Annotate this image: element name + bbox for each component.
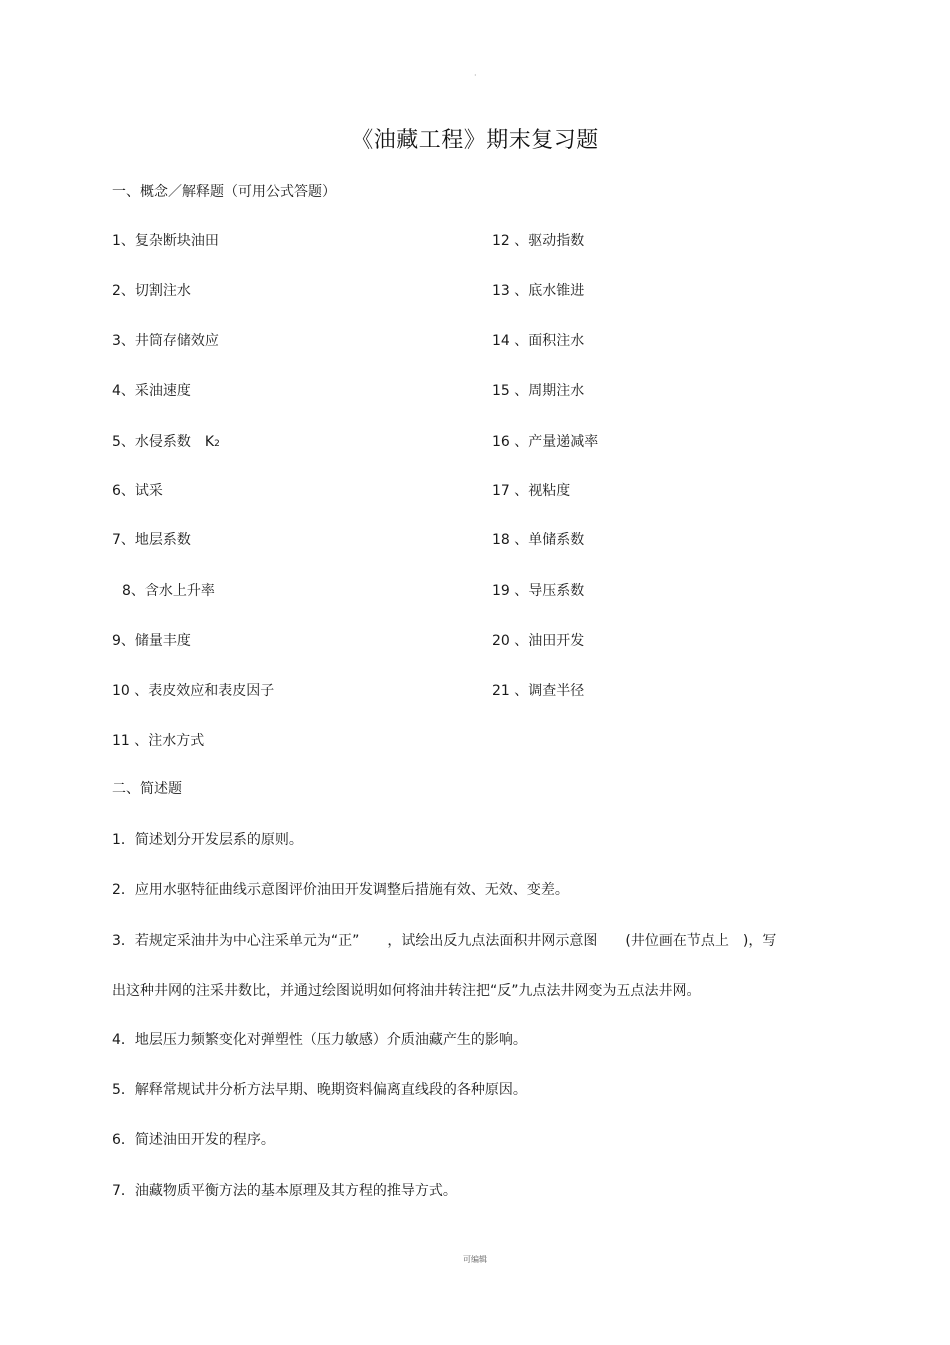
question-item: 1．简述划分开发层系的原则。	[112, 832, 303, 848]
term-item: 14 、面积注水	[492, 333, 585, 349]
question-item: 3．若规定采油井为中心注采单元为“正” ，试绘出反九点法面积井网示意图 (井位画在节点上 )，写	[112, 933, 777, 949]
term-item: 13 、底水锥进	[492, 283, 585, 299]
question-item-continued: 出这种井网的注采井数比，并通过绘图说明如何将油井转注把“反”九点法井网变为五点法井网。	[112, 983, 701, 999]
footer-label: 可编辑	[463, 1255, 487, 1264]
header-mark: ·	[474, 71, 477, 80]
term-item: 16 、产量递减率	[492, 434, 599, 450]
term-item: 20 、油田开发	[492, 633, 585, 649]
term-item: 4、采油速度	[112, 383, 191, 399]
term-item: 18 、单储系数	[492, 532, 585, 548]
term-item: 8、含水上升率	[122, 583, 215, 599]
page-title: 《油藏工程》期末复习题	[351, 128, 599, 153]
question-item: 5．解释常规试井分析方法早期、晚期资料偏离直线段的各种原因。	[112, 1082, 527, 1098]
question-item: 2．应用水驱特征曲线示意图评价油田开发调整后措施有效、无效、变差。	[112, 882, 569, 898]
term-item: 9、储量丰度	[112, 633, 191, 649]
term-item: 3、井筒存储效应	[112, 333, 219, 349]
k-subscript: 2	[214, 439, 220, 449]
section2-heading: 二、简述题	[112, 781, 182, 797]
question-item: 7．油藏物质平衡方法的基本原理及其方程的推导方式。	[112, 1183, 457, 1199]
term-item: 12 、驱动指数	[492, 233, 585, 249]
term-item: 17 、视粘度	[492, 483, 571, 499]
term-item: 7、地层系数	[112, 532, 191, 548]
term-item: 19 、导压系数	[492, 583, 585, 599]
term-item: 15 、周期注水	[492, 383, 585, 399]
term-item: 2、切割注水	[112, 283, 191, 299]
question-item: 6．简述油田开发的程序。	[112, 1132, 275, 1148]
term-item: 11 、注水方式	[112, 733, 205, 749]
term-item: 5、水侵系数 K	[112, 434, 215, 450]
term-item: 1、复杂断块油田	[112, 233, 219, 249]
term-item: 10 、表皮效应和表皮因子	[112, 683, 275, 699]
term-item: 6、试采	[112, 483, 163, 499]
term-item-k2	[112, 432, 220, 454]
section1-heading: 一、概念／解释题（可用公式答题）	[112, 184, 336, 200]
term-item: 21 、调查半径	[492, 683, 585, 699]
question-item: 4．地层压力频繁变化对弹塑性（压力敏感）介质油藏产生的影响。	[112, 1032, 527, 1048]
